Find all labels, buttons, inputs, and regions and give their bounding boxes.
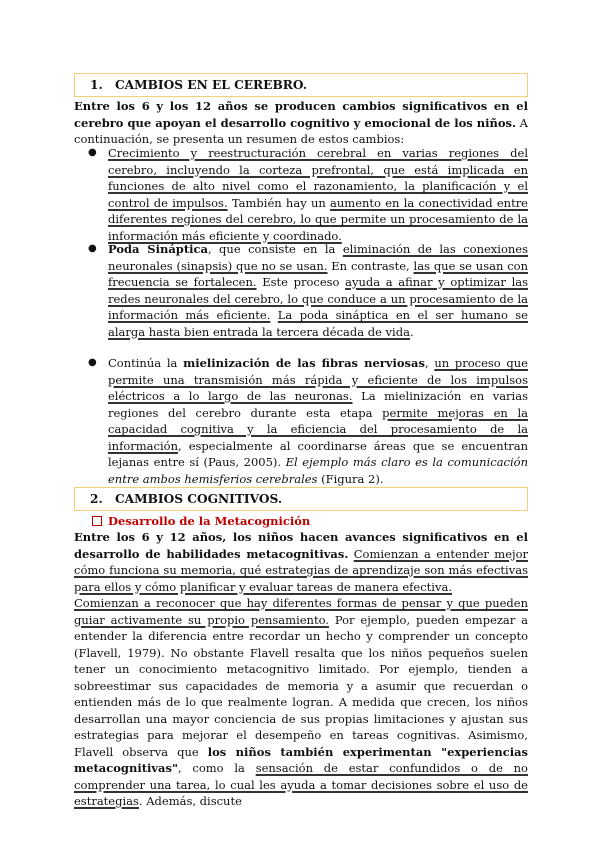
item-text: , — [424, 356, 435, 370]
underlined-text: Crecimiento y reestructuración cerebral en varias regiones del cerebro, incluyendo la corteza prefrontal, que está implicada en funciones de alto nivel como el razonamiento, la planificación y el control de impulsos. — [108, 146, 528, 210]
item-text: . — [409, 324, 414, 339]
underlined-text: eliminación de las conexiones neuronales (sinapsis) que no se usan. — [108, 242, 528, 273]
item-text: Este proceso — [256, 275, 346, 289]
underlined-text: Comienzan a entender mejor cómo funciona su memoria, qué estrategias de aprendizaje son más efectivas para ellos y cómo planificar y evaluar tareas de manera efectiva. — [74, 546, 528, 594]
item-text: La mielinización en varias regiones del cerebro durante esta etapa — [108, 389, 528, 420]
subheading-text: Desarrollo de la Metacognición — [108, 514, 311, 528]
bold-text: Entre los 6 y 12 años, los niños hacen avances significativos en el desarrollo de habilidades metacognitivas. — [74, 530, 528, 561]
underlined-text: aumento en la conectividad entre diferentes regiones del cerebro, lo que permite un procesamiento de la información más eficiente y coordinado. — [108, 195, 528, 243]
item-text: Continúa la — [108, 356, 184, 370]
item-text: También hay un — [227, 195, 331, 210]
checkbox-icon — [92, 516, 102, 526]
intro-paragraph — [74, 98, 528, 148]
paragraph-metacognicion-1 — [74, 529, 528, 595]
item-text: , especialmente al coordinarse áreas que se encuentran lejanas entre sí (Paus, 2005). — [108, 438, 528, 469]
paragraph-metacognicion-2 — [74, 595, 528, 810]
item-text — [270, 308, 277, 322]
underlined-text: las que se usan con frecuencia se fortalecen. — [108, 258, 528, 289]
underlined-text: un proceso que permite una transmisión más rápida y eficiente de los impulsos eléctricos a lo largo de las neuronas. — [108, 356, 528, 403]
bullet-icon: ● — [88, 147, 97, 158]
list-item-poda-sinaptica — [108, 241, 528, 340]
item-text: En contraste, — [327, 258, 414, 273]
section-title: CAMBIOS EN EL CEREBRO. — [114, 78, 308, 92]
underlined-text: Comienzan a reconocer que hay diferentes formas de pensar y que pueden guiar activamente su propio pensamiento. — [74, 596, 528, 627]
paragraph-text: Por ejemplo, pueden empezar a entender la diferencia entre recordar un hecho y comprender un concepto (Flavell, 1979). No obstante Flavell resalta que los niños pequeños suelen tener un conocimiento metacognitivo limitado. Por ejemplo, tienden a sobreestimar sus capacidades de memoria y a asumir que recuerdan o entienden más de lo que realmente logran. A medida que crecen, los niños desarrollan una mayor conciencia de sus propias limitaciones y ajustan sus estrategias para mejorar el desempeño en tareas cognitivas. Asimismo, Flavell observa que — [74, 612, 529, 759]
bold-term: mielinización de las fibras nerviosas — [183, 356, 425, 370]
subheading-metacognicion — [92, 513, 310, 529]
item-text: (Figura 2). — [317, 471, 384, 486]
item-text: , que consiste en la — [207, 242, 343, 256]
underlined-text: ayuda a afinar y optimizar las redes neuronales del cerebro, lo que conduce a un procesamiento de la información más eficiente. — [108, 275, 529, 322]
intro-bold-text: Entre los 6 y los 12 años se producen cambios significativos en el cerebro que apoyan el desarrollo cognitivo y emocional de los niños. — [74, 99, 528, 130]
underlined-text: permite mejoras en la capacidad cognitiva y la eficiencia del procesamiento de la información — [108, 405, 529, 453]
section-heading-cambios-cerebro — [74, 73, 528, 97]
paragraph-text: , como la — [177, 761, 256, 775]
list-item-mielinizacion — [108, 355, 528, 487]
underlined-text: La poda sináptica en el ser humano se alarga hasta bien entrada la tercera década de vida — [108, 308, 528, 339]
section-title: CAMBIOS COGNITIVOS. — [114, 492, 283, 506]
underlined-text: sensación de estar confundidos o de no comprender una tarea, lo cual les ayuda a tomar decisiones sobre el uso de estrategias — [74, 761, 528, 808]
section-heading-cambios-cognitivos — [74, 487, 528, 511]
list-item-crecimiento — [108, 145, 528, 244]
intro-text: A continuación, se presenta un resumen de estos cambios: — [74, 115, 528, 146]
bullet-icon: ● — [88, 243, 97, 254]
italic-text: El ejemplo más claro es la comunicación entre ambos hemisferios cerebrales — [108, 455, 528, 486]
section-number: 1. — [90, 78, 103, 92]
paragraph-text: . Además, discute — [138, 794, 242, 808]
bold-text: los niños también experimentan "experiencias metacognitivas" — [74, 744, 528, 775]
bold-term: Poda Sináptica — [108, 242, 208, 256]
section-number: 2. — [90, 492, 103, 506]
bullet-icon: ● — [88, 357, 97, 368]
